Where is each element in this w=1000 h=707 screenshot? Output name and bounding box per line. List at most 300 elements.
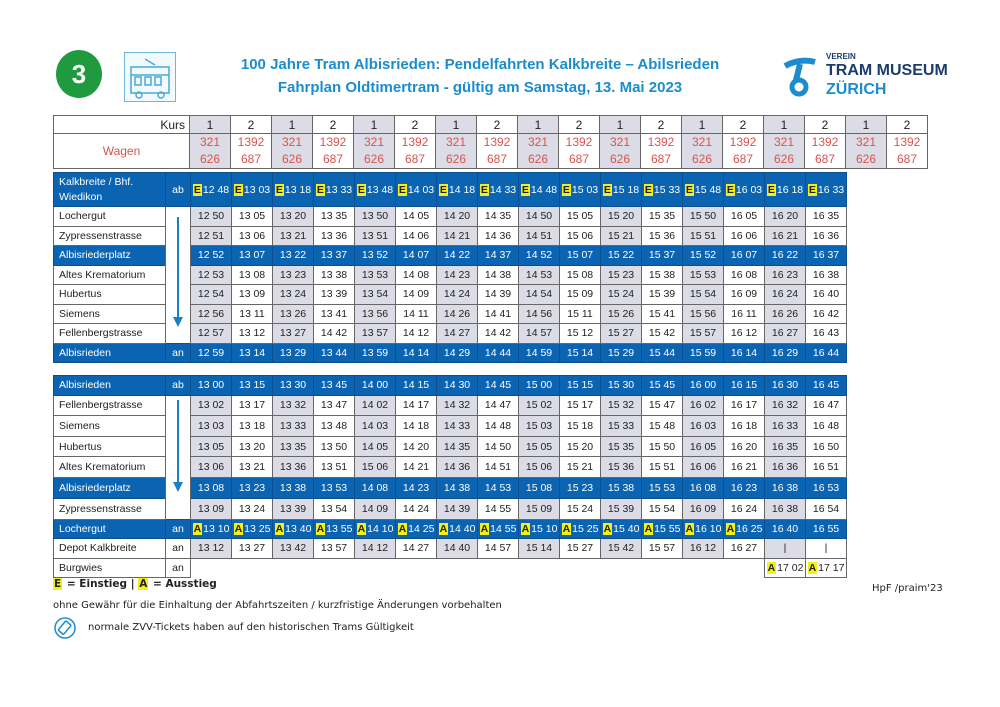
time-cell: [191, 416, 232, 437]
time-value: 13 51: [320, 461, 348, 474]
time-cell: [396, 519, 437, 539]
stop-name-text: Kalkbreite / Bhf. Wiedikon: [59, 175, 134, 203]
time-value: 15 20: [607, 210, 635, 223]
stop-name: [54, 226, 166, 246]
time-value: 16 25: [736, 522, 763, 535]
time-cell: [437, 416, 478, 437]
time-cell: [355, 498, 396, 519]
time-value: 16 38: [812, 268, 840, 281]
time-cell: [314, 519, 355, 539]
time-value: 16 48: [812, 419, 840, 432]
arr-dep-text: an: [172, 346, 184, 359]
time-value: 13 05: [238, 210, 266, 223]
time-value: 15 06: [361, 461, 389, 474]
wagen-number: 1392: [893, 135, 921, 149]
ausstieg-marker: A: [193, 522, 202, 535]
time-value: 16 42: [812, 307, 840, 320]
time-value: 16 03: [735, 183, 763, 196]
time-cell: [765, 498, 806, 519]
time-value: 13 06: [197, 461, 225, 474]
wagen-number: 1392: [647, 135, 675, 149]
ausstieg-marker: A: [644, 522, 653, 535]
time-cell: [806, 519, 847, 539]
time-cell: [601, 395, 642, 416]
time-cell: [396, 207, 437, 227]
time-value: 14 27: [443, 327, 471, 340]
time-value: 14 09: [361, 502, 389, 515]
stop-name: [54, 343, 166, 363]
time-value: 12 56: [197, 307, 225, 320]
time-value: 13 29: [279, 346, 307, 359]
time-value: 16 35: [771, 440, 799, 453]
time-value: 16 33: [817, 183, 845, 196]
stop-name-text: Siemens: [59, 307, 100, 320]
wagen-cell: [190, 134, 231, 169]
einstieg-marker: E: [357, 183, 365, 196]
time-cell: [437, 265, 478, 285]
ausstieg-marker: A: [234, 522, 243, 535]
kurs-number: 2: [575, 117, 583, 132]
wagen-cell: [600, 134, 641, 169]
time-value: 14 24: [443, 288, 471, 301]
stop-name: [54, 207, 166, 227]
time-value: 13 24: [279, 288, 307, 301]
time-cell: [273, 416, 314, 437]
kurs-cell: [395, 116, 436, 134]
stop-name: [54, 265, 166, 285]
time-value: 13 42: [279, 542, 307, 555]
time-cell: [642, 519, 683, 539]
einstieg-marker: E: [234, 183, 242, 196]
time-cell: [355, 304, 396, 324]
time-cell: [437, 285, 478, 305]
time-value: 14 35: [484, 210, 512, 223]
time-value: 13 08: [197, 481, 225, 494]
empty-cell: [232, 558, 273, 578]
time-value: 12 48: [202, 183, 230, 196]
time-cell: [396, 265, 437, 285]
time-value: 15 53: [689, 268, 717, 281]
ausstieg-marker: A: [480, 522, 489, 535]
time-cell: [560, 324, 601, 344]
time-cell: [478, 519, 519, 539]
time-cell: [396, 457, 437, 478]
time-value: 15 48: [648, 419, 676, 432]
time-value: 13 33: [279, 419, 307, 432]
time-cell: [765, 173, 806, 207]
time-value: 15 51: [648, 461, 676, 474]
time-cell: [683, 226, 724, 246]
time-value: 15 40: [613, 522, 640, 535]
kurs-number: 1: [452, 117, 460, 132]
empty-cell: [273, 558, 314, 578]
time-cell: [519, 395, 560, 416]
empty-cell: [560, 558, 601, 578]
time-cell: [232, 173, 273, 207]
time-cell: [765, 324, 806, 344]
wagen-cell: [559, 134, 600, 169]
time-value: 14 51: [484, 461, 512, 474]
time-value: 14 15: [402, 379, 430, 392]
time-cell: [519, 285, 560, 305]
time-value: 14 29: [443, 346, 471, 359]
legend-a-marker: A: [139, 578, 148, 590]
time-cell: [683, 246, 724, 266]
kurs-number: 2: [411, 117, 419, 132]
ausstieg-marker: A: [808, 561, 817, 574]
time-cell: [765, 226, 806, 246]
time-cell: [437, 324, 478, 344]
time-cell: [806, 457, 847, 478]
time-cell: [601, 226, 642, 246]
kurs-cell: [231, 116, 272, 134]
page-title: 100 Jahre Tram Albisrieden: Pendelfahrten Kalkbreite – Abilsrieden: [240, 56, 720, 73]
time-cell: [232, 304, 273, 324]
time-value: 15 03: [525, 419, 553, 432]
time-value: 14 23: [402, 481, 430, 494]
stop-name: [54, 376, 166, 396]
direction-arrow: [166, 207, 191, 344]
stop-name-text: Siemens: [59, 419, 100, 432]
time-cell: [314, 436, 355, 457]
time-value: 13 51: [361, 229, 389, 242]
logo-city: ZÜRICH: [826, 81, 887, 98]
time-cell: [683, 416, 724, 437]
wagen-number: 626: [527, 152, 549, 166]
time-cell: [519, 173, 560, 207]
time-value: 15 26: [607, 307, 635, 320]
time-cell: [683, 285, 724, 305]
time-cell: [396, 395, 437, 416]
time-cell: [355, 478, 396, 499]
kurs-cell: [805, 116, 846, 134]
time-cell: [560, 376, 601, 396]
time-cell: [191, 519, 232, 539]
time-value: 13 06: [238, 229, 266, 242]
time-cell: [355, 436, 396, 457]
time-cell: [355, 226, 396, 246]
time-value: 13 11: [239, 307, 265, 320]
time-cell: [642, 246, 683, 266]
kurs-number: 1: [862, 117, 870, 132]
time-cell: [314, 173, 355, 207]
time-value: 14 57: [484, 542, 512, 555]
time-value: 16 35: [812, 210, 840, 223]
time-value: 13 48: [320, 419, 348, 432]
time-cell: [642, 226, 683, 246]
time-cell: [437, 395, 478, 416]
time-cell: [724, 246, 765, 266]
time-value: 14 44: [484, 346, 512, 359]
time-value: 13 54: [320, 502, 348, 515]
wagen-cell: [395, 134, 436, 169]
time-cell: [560, 265, 601, 285]
time-value: 15 33: [653, 183, 681, 196]
time-value: 15 23: [607, 268, 635, 281]
empty-cell: [437, 558, 478, 578]
time-cell: [765, 457, 806, 478]
time-value: 13 08: [238, 268, 266, 281]
time-value: 13 36: [279, 461, 307, 474]
time-value: 16 18: [776, 183, 804, 196]
time-value: 15 29: [607, 346, 635, 359]
time-value: 14 20: [443, 210, 471, 223]
time-value: 13 22: [279, 249, 307, 262]
time-cell: [355, 285, 396, 305]
time-cell: [478, 207, 519, 227]
time-value: 15 15: [566, 379, 594, 392]
wagen-cell: [313, 134, 354, 169]
time-cell: [683, 498, 724, 519]
wagen-cell: [764, 134, 805, 169]
kurs-label: [54, 116, 190, 134]
time-cell: [355, 539, 396, 559]
time-cell: [724, 478, 765, 499]
time-value: 13 17: [238, 399, 266, 412]
time-cell: [273, 207, 314, 227]
time-value: 13 20: [279, 210, 307, 223]
legend-e-marker: E: [54, 578, 62, 590]
kurs-number: 2: [247, 117, 255, 132]
time-value: 15 09: [566, 288, 594, 301]
kurs-cell: [272, 116, 313, 134]
time-cell: [314, 304, 355, 324]
kurs-number: 1: [698, 117, 706, 132]
time-cell: [765, 539, 806, 559]
time-cell: [355, 324, 396, 344]
time-value: 16 15: [730, 379, 758, 392]
time-value: 16 50: [812, 440, 840, 453]
time-cell: [519, 226, 560, 246]
time-value: 13 57: [361, 327, 389, 340]
time-value: 15 25: [572, 522, 599, 535]
time-value: 16 12: [689, 542, 717, 555]
wagen-label-text: Wagen: [102, 143, 141, 158]
time-value: 16 09: [689, 502, 717, 515]
einstieg-marker: E: [808, 183, 816, 196]
wagen-number: 687: [650, 152, 672, 166]
kurs-label-text: Kurs: [160, 117, 185, 132]
time-value: 16 20: [730, 440, 758, 453]
time-cell: [806, 343, 847, 363]
time-cell: [806, 324, 847, 344]
time-value: 13 33: [325, 183, 353, 196]
time-value: 15 36: [648, 229, 676, 242]
time-value: 17 02: [777, 561, 804, 574]
wagen-number: 1392: [729, 135, 757, 149]
wagen-cell: [723, 134, 764, 169]
stop-name-text: Albisrieden: [59, 379, 111, 392]
stop-name-text: Zypressenstrasse: [59, 229, 142, 242]
table-row: [54, 376, 847, 396]
time-cell: [314, 478, 355, 499]
stop-name: [54, 478, 166, 499]
time-value: 14 59: [525, 346, 553, 359]
arr-dep-text: ab: [172, 183, 184, 196]
wagen-cell: [272, 134, 313, 169]
time-value: 16 08: [730, 268, 758, 281]
time-cell: [314, 376, 355, 396]
time-cell: [560, 539, 601, 559]
time-value: 14 24: [402, 502, 430, 515]
time-cell: [355, 395, 396, 416]
ausstieg-marker: A: [357, 522, 366, 535]
kurs-cell: [682, 116, 723, 134]
time-cell: [642, 539, 683, 559]
time-value: 14 55: [484, 502, 512, 515]
time-cell: [478, 343, 519, 363]
time-cell: [355, 416, 396, 437]
time-cell: [232, 436, 273, 457]
time-value: 13 07: [238, 249, 266, 262]
time-cell: [191, 343, 232, 363]
time-value: 13 52: [361, 249, 389, 262]
time-value: 14 23: [443, 268, 471, 281]
time-value: 14 36: [484, 229, 512, 242]
time-value: 14 18: [402, 419, 430, 432]
time-value: 15 11: [567, 307, 593, 320]
time-value: 16 38: [771, 502, 799, 515]
time-value: 14 10: [367, 522, 394, 535]
time-value: 13 18: [238, 419, 266, 432]
time-value: 13 59: [361, 346, 389, 359]
time-value: 15 21: [566, 461, 594, 474]
time-cell: [806, 395, 847, 416]
legend-a-text: = Ausstieg: [149, 578, 217, 590]
time-value: 15 36: [607, 461, 635, 474]
time-cell: [806, 304, 847, 324]
wagen-number: 687: [814, 152, 836, 166]
time-value: 15 07: [566, 249, 594, 262]
kurs-number: 2: [903, 117, 911, 132]
wagen-number: 321: [445, 135, 467, 149]
tram-museum-logo: [782, 52, 952, 100]
time-cell: [273, 478, 314, 499]
time-value: 12 50: [197, 210, 225, 223]
time-value: 13 20: [238, 440, 266, 453]
ausstieg-marker: A: [767, 561, 776, 574]
time-cell: [765, 304, 806, 324]
time-value: 16 36: [771, 461, 799, 474]
time-cell: [396, 539, 437, 559]
time-cell: [478, 246, 519, 266]
time-value: 12 54: [197, 288, 225, 301]
time-value: 16 37: [812, 249, 840, 262]
time-value: 14 02: [361, 399, 389, 412]
time-value: 14 39: [484, 288, 512, 301]
time-value: 13 50: [361, 210, 389, 223]
time-value: 14 47: [484, 399, 512, 412]
stop-name-text: Albisriederplatz: [59, 481, 131, 494]
time-cell: [642, 498, 683, 519]
time-cell: [273, 395, 314, 416]
time-cell: [478, 265, 519, 285]
time-value: 14 22: [443, 249, 471, 262]
stop-name-text: Burgwies: [59, 561, 103, 574]
time-cell: [560, 226, 601, 246]
wagen-number: 321: [199, 135, 221, 149]
wagen-cell: [518, 134, 559, 169]
time-value: 16 11: [731, 307, 757, 320]
time-value: 16 24: [730, 502, 758, 515]
time-value: 16 29: [771, 346, 799, 359]
time-value: 13 23: [279, 268, 307, 281]
wagen-number: 1392: [401, 135, 429, 149]
time-cell: [232, 416, 273, 437]
time-value: 15 38: [607, 481, 635, 494]
time-cell: [232, 395, 273, 416]
time-cell: [519, 478, 560, 499]
time-cell: [396, 343, 437, 363]
time-value: 13 25: [244, 522, 271, 535]
time-cell: [273, 265, 314, 285]
stop-name-text: Altes Krematorium: [59, 268, 146, 281]
stop-name-text: Albisriederplatz: [59, 249, 131, 262]
time-value: 14 48: [484, 419, 512, 432]
time-value: 16 06: [689, 461, 717, 474]
time-value: 15 54: [648, 502, 676, 515]
time-cell: [560, 519, 601, 539]
time-cell: [806, 539, 847, 559]
time-cell: [724, 265, 765, 285]
time-value: 13 47: [320, 399, 348, 412]
kurs-cell: [190, 116, 231, 134]
time-cell: [560, 207, 601, 227]
wagen-number: 626: [281, 152, 303, 166]
time-cell: [191, 207, 232, 227]
time-value: 14 08: [361, 481, 389, 494]
arr-dep-type: [166, 558, 191, 578]
time-cell: [396, 246, 437, 266]
time-cell: [273, 343, 314, 363]
time-cell: [601, 207, 642, 227]
time-value: 16 07: [730, 249, 758, 262]
time-cell: [314, 539, 355, 559]
time-cell: [683, 376, 724, 396]
time-cell: [478, 226, 519, 246]
time-value: 15 42: [648, 327, 676, 340]
time-value: 14 37: [484, 249, 512, 262]
wagen-cell: [682, 134, 723, 169]
time-value: 14 32: [443, 399, 471, 412]
time-value: 13 14: [238, 346, 266, 359]
arr-dep-type: [166, 376, 191, 396]
time-value: 15 30: [607, 379, 635, 392]
time-value: 13 39: [279, 502, 307, 515]
time-cell: [724, 173, 765, 207]
time-value: 14 50: [484, 440, 512, 453]
time-cell: [396, 285, 437, 305]
time-value: 16 32: [771, 399, 799, 412]
time-value: 15 51: [689, 229, 717, 242]
time-cell: [806, 498, 847, 519]
time-cell: [806, 265, 847, 285]
time-cell: [642, 395, 683, 416]
timetable-outbound: [53, 172, 847, 363]
time-value: 16 00: [689, 379, 717, 392]
time-cell: [478, 416, 519, 437]
wagen-number: 321: [527, 135, 549, 149]
time-cell: [683, 519, 724, 539]
time-value: 16 10: [695, 522, 722, 535]
time-cell: [232, 343, 273, 363]
time-cell: [765, 395, 806, 416]
wagen-number: 687: [568, 152, 590, 166]
stop-name: [54, 498, 166, 519]
time-value: 13 05: [197, 440, 225, 453]
kurs-number: 1: [370, 117, 378, 132]
ausstieg-marker: A: [685, 522, 694, 535]
